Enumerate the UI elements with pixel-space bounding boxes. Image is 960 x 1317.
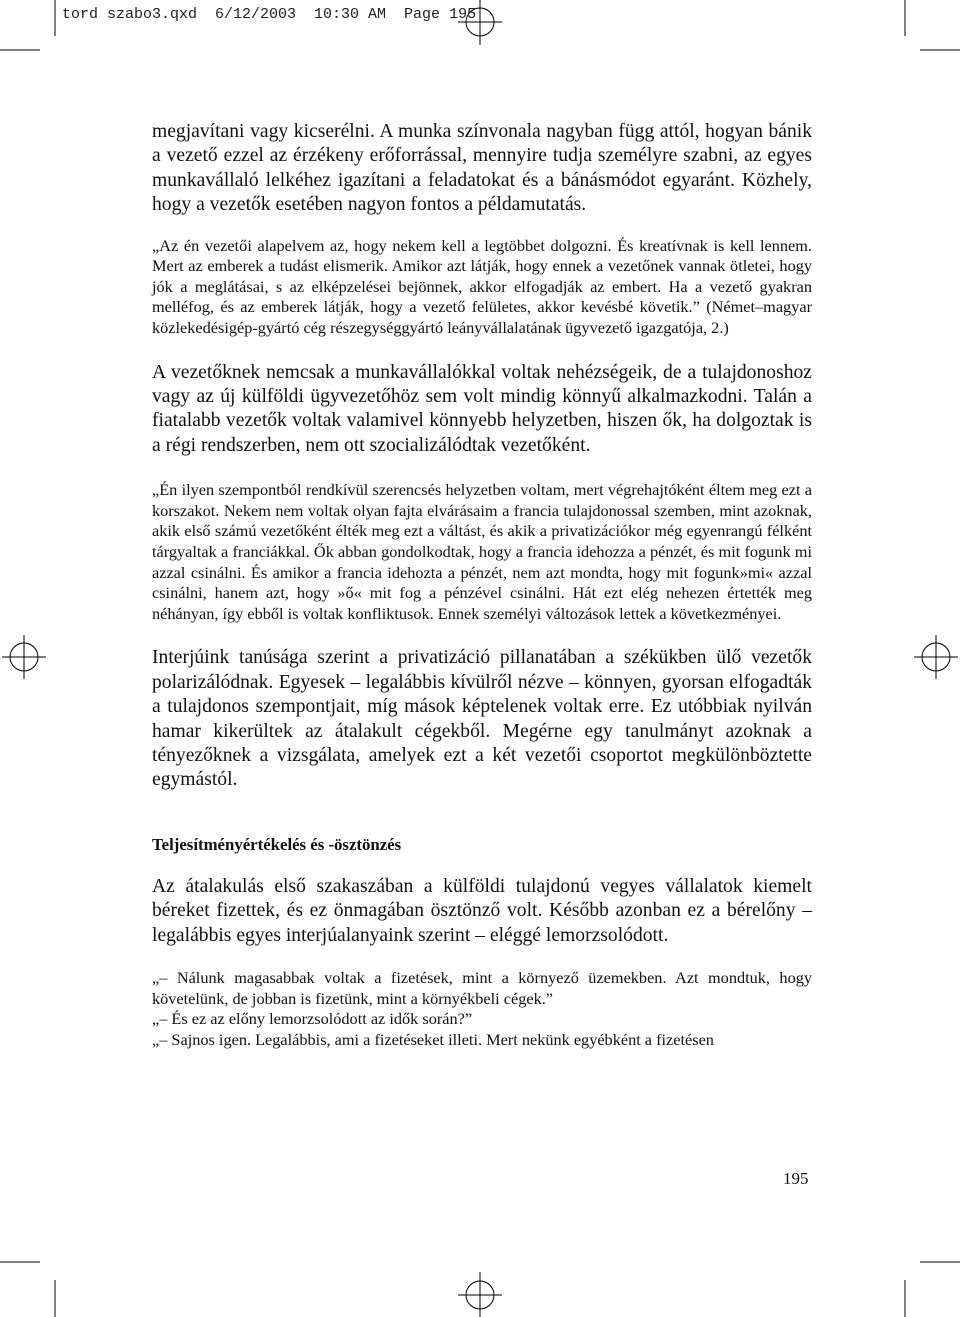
paragraph-2: A vezetőknek nemcsak a munkavállalókkal voltak nehézségeik, de a tulajdonoshoz vagy az új külföldi ügyvezetőhöz sem volt mindig könnyű alkalmazkodni. Talán a fiatalabb vezetők voltak valamivel könnyebb helyzetben, hiszen ők, ha dolgoztak is a régi rendszerben, nem ott szocializálódtak vezetőként. — [152, 361, 812, 456]
dialogue-line-2: „– És ez az előny lemorzsolódott az idők során?” — [152, 1009, 473, 1029]
paragraph-4: Az átalakulás első szakaszában a külföldi tulajdonú vegyes vállalatok kiemelt béreket fizettek, és ez önmagában ösztönző volt. Később azonban ez a bérelőny – legalábbis egyes interjúalanyaink szerint – eléggé lemorzsolódott. — [152, 875, 812, 946]
print-slug: tord szabo3.qxd 6/12/2003 10:30 AM Page 195 — [62, 6, 477, 23]
section-heading: Teljesítményértékelés és -ösztönzés — [152, 834, 402, 854]
dialogue-line-3: „– Sajnos igen. Legalábbis, ami a fizetéseket illeti. Mert nekünk egyébként a fizetésen — [152, 1029, 714, 1049]
page-number: 195 — [783, 1169, 809, 1188]
dialogue-line-1: „– Nálunk magasabbak voltak a fizetések, mint a környező üzemekben. Azt mondtuk, hogy követelünk, de jobban is fizetünk, mint a környékbeli cégek.” — [152, 968, 812, 1008]
quote-2: „Én ilyen szempontból rendkívül szerencsés helyzetben voltam, mert végrehajtóként éltem meg ezt a korszakot. Nekem nem voltak olyan fajta elvárásaim a francia tulajdonossal szemben, mint azoknak, akik első számú vezetőként élték meg ezt a váltást, és akik a privatizációkor még egyenrangú félként tárgyaltak a franciákkal. Ők abban gondolkodtak, hogy a francia idehozza a pénzét, és mit fogunk mi azzal csinálni. És amikor a francia idehozta a pénzét, nem azt mondta, hogy mit fogunk»mi« azzal csinálni, hanem azt, hogy »ő« mit fog a pénzével csinálni. Hát ezt elég nehezen értették meg néhányan, így ebből is voltak konfliktusok. Ennek személyi változások lettek a következményei. — [152, 480, 812, 623]
paragraph-3: Interjúink tanúsága szerint a privatizáció pillanatában a székükben ülő vezetők polarizálódnak. Egyesek – legalábbis kívülről nézve – könnyen, gyorsan elfogadták a tulajdonos szempontjait, míg mások képtelenek voltak erre. Ez utóbbiak nyilván hamar kikerültek az átalakult cégekből. Megérne egy tanulmányt azoknak a tényezőknek a vizsgálata, amelyek ezt a két vezetői csoportot megkülönböztette egymástól. — [152, 647, 812, 791]
paragraph-1: megjavítani vagy kicserélni. A munka színvonala nagyban függ attól, hogyan bánik a vezető ezzel az érzékeny erőforrással, mennyire tudja személyre szabni, az egyes munkavállaló lelkéhez igazítani a feladatokat és a bánásmódot egyaránt. Közhely, hogy a vezetők esetében nagyon fontos a példamutatás. — [152, 121, 812, 216]
page-body — [152, 120, 812, 1050]
quote-1: „Az én vezetői alapelvem az, hogy nekem kell a legtöbbet dolgozni. És kreatívnak is kell lennem. Mert az emberek a tudást elismerik. Amikor azt látják, hogy ennek a vezetőnek vannak ötletei, hogy jók a meglátásai, s az elképzelései bejönnek, akkor elfogadják az embert. Ha a vezető gyakran melléfog, és az emberek látják, hogy a vezető felületes, akkor kevésbé követik.” (Német–magyar közlekedésigép-gyártó cég részegységgyártó leányvállalatának ügyvezető igazgatója, 2.) — [152, 235, 812, 337]
